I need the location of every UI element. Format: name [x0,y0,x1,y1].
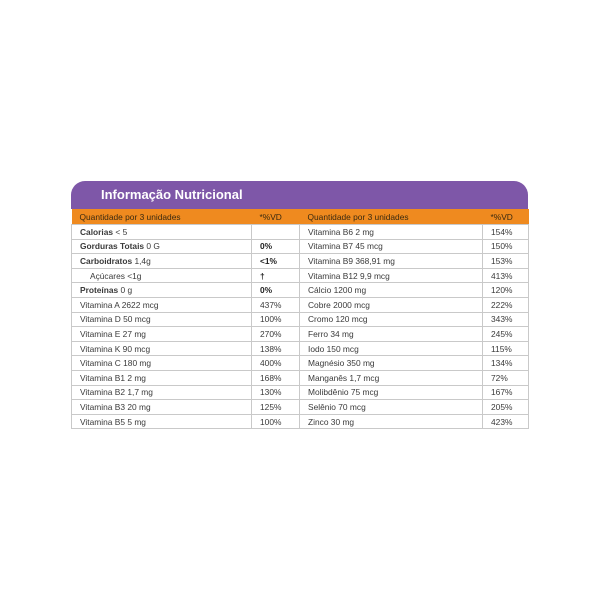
table-row [72,414,529,429]
left-nutrient-amount: 1,4g [132,255,151,266]
left-nutrient-cell [72,239,252,254]
table-row [72,268,529,283]
right-vd-cell: 72% [483,370,529,385]
right-nutrient-cell: Manganês 1,7 mcg [300,370,483,385]
left-nutrient-amount: Vitamina B5 5 mg [80,416,146,427]
left-nutrient-cell [72,297,252,312]
left-nutrient-amount: < 5 [113,226,128,237]
left-nutrient-amount: Vitamina E 27 mg [80,328,146,339]
left-nutrient-amount: Vitamina A 2622 mcg [80,299,159,310]
left-vd-cell [252,225,300,240]
right-vd-cell: 423% [483,414,529,429]
left-nutrient-cell [72,356,252,371]
right-vd-cell: 120% [483,283,529,298]
left-vd-cell: 100% [252,312,300,327]
table-row [72,254,529,269]
table-row [72,370,529,385]
right-vd-cell: 167% [483,385,529,400]
left-vd-cell: 437% [252,297,300,312]
right-vd-cell: 413% [483,268,529,283]
right-vd-cell: 134% [483,356,529,371]
right-vd-cell: 222% [483,297,529,312]
left-vd-cell: <1% [252,254,300,269]
table-row [72,356,529,371]
left-nutrient-name: Gorduras Totais [80,241,145,252]
left-nutrient-cell [72,414,252,429]
header-left-vd: *%VD [252,209,300,225]
table-row [72,341,529,356]
left-vd-cell: 100% [252,414,300,429]
left-nutrient-amount: Vitamina B3 20 mg [80,401,151,412]
table-row [72,297,529,312]
right-nutrient-cell: Cromo 120 mcg [300,312,483,327]
left-vd-cell: 130% [252,385,300,400]
right-nutrient-cell: Iodo 150 mcg [300,341,483,356]
header-right-vd: *%VD [483,209,529,225]
left-nutrient-name: Proteínas [80,285,119,296]
left-nutrient-cell [72,341,252,356]
table-row [72,327,529,342]
table-row [72,225,529,240]
left-nutrient-amount: Vitamina K 90 mcg [80,343,151,354]
nutrition-title: Informação Nutricional [71,181,528,209]
right-vd-cell: 154% [483,225,529,240]
left-nutrient-cell [72,283,252,298]
left-nutrient-cell [72,312,252,327]
header-left-quantity: Quantidade por 3 unidades [72,209,252,225]
right-nutrient-cell: Magnésio 350 mg [300,356,483,371]
left-vd-cell: 400% [252,356,300,371]
left-nutrient-amount: 0 g [118,285,133,296]
right-nutrient-cell: Vitamina B6 2 mg [300,225,483,240]
right-vd-cell: 205% [483,400,529,415]
table-row [72,239,529,254]
right-nutrient-cell: Vitamina B9 368,91 mg [300,254,483,269]
right-nutrient-cell: Zinco 30 mg [300,414,483,429]
right-nutrient-cell: Cobre 2000 mcg [300,297,483,312]
right-vd-cell: 245% [483,327,529,342]
left-vd-cell: 0% [252,239,300,254]
left-vd-cell: 0% [252,283,300,298]
left-nutrient-amount: 0 G [144,241,160,252]
nutrition-table [71,209,529,429]
table-row [72,312,529,327]
right-nutrient-cell: Selênio 70 mcg [300,400,483,415]
nutrition-facts-panel [71,181,528,429]
left-nutrient-cell [72,400,252,415]
right-nutrient-cell: Ferro 34 mg [300,327,483,342]
right-nutrient-cell: Vitamina B7 45 mcg [300,239,483,254]
left-nutrient-cell [72,254,252,269]
table-row [72,283,529,298]
left-vd-cell: 125% [252,400,300,415]
right-nutrient-cell: Cálcio 1200 mg [300,283,483,298]
right-vd-cell: 150% [483,239,529,254]
right-vd-cell: 115% [483,341,529,356]
table-row [72,400,529,415]
left-nutrient-amount: Vitamina B2 1,7 mg [80,387,153,398]
left-nutrient-cell [72,370,252,385]
left-vd-cell: † [252,268,300,283]
left-vd-cell: 168% [252,370,300,385]
left-nutrient-cell [72,327,252,342]
left-nutrient-cell [72,385,252,400]
left-nutrient-amount: Açúcares <1g [90,270,142,281]
header-row [72,209,529,225]
left-nutrient-amount: Vitamina C 180 mg [80,358,152,369]
right-nutrient-cell: Molibdênio 75 mcg [300,385,483,400]
left-nutrient-cell [72,268,252,283]
header-right-quantity: Quantidade por 3 unidades [300,209,483,225]
right-nutrient-cell: Vitamina B12 9,9 mcg [300,268,483,283]
left-nutrient-name: Carboidratos [80,255,133,266]
right-vd-cell: 343% [483,312,529,327]
left-nutrient-name: Calorias [80,226,114,237]
left-vd-cell: 270% [252,327,300,342]
right-vd-cell: 153% [483,254,529,269]
left-nutrient-amount: Vitamina D 50 mcg [80,314,151,325]
left-nutrient-amount: Vitamina B1 2 mg [80,372,146,383]
left-nutrient-cell [72,225,252,240]
table-row [72,385,529,400]
left-vd-cell: 138% [252,341,300,356]
